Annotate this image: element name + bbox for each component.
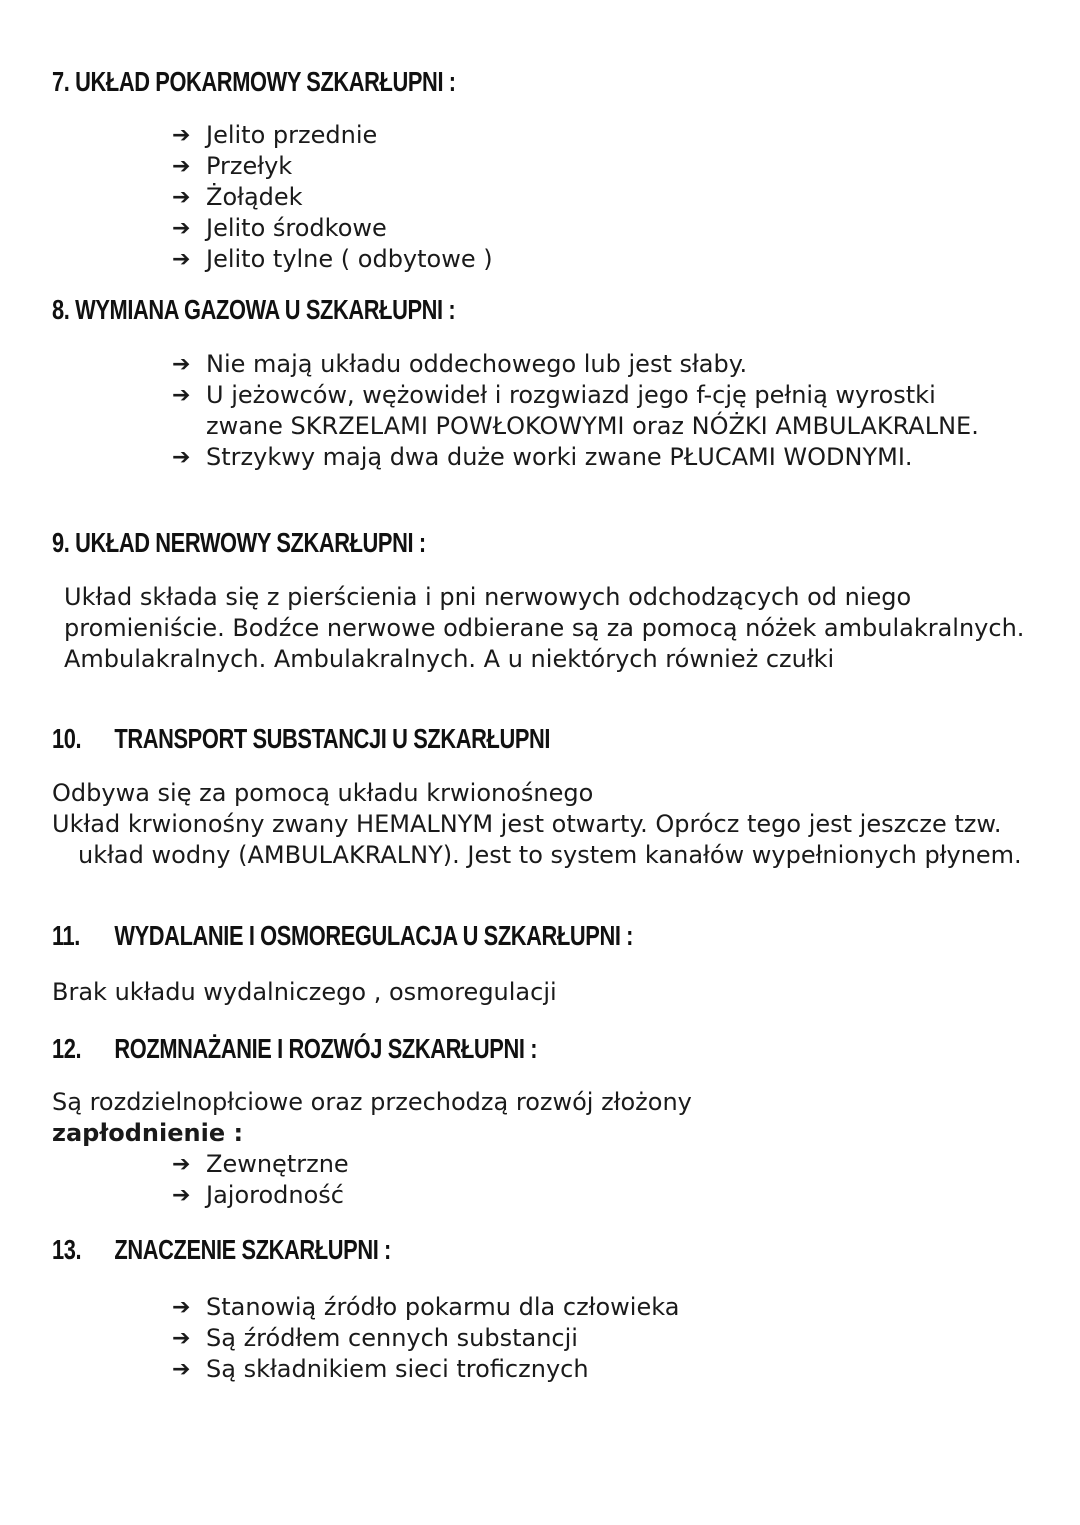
arrow-icon: ➔: [172, 1183, 191, 1208]
section-11-text: Brak układu wydalniczego , osmoregulacji: [52, 978, 557, 1006]
section-9-text: Układ składa się z pierścienia i pni nerwowych odchodzących od niego promieniście. Bodźce nerwowe odbierane są za pomocą nóżek ambulakralnych. Ambulakralnych. Ambulakralnych. A u niektórych również czułki: [64, 583, 1025, 673]
list-item: ➔ Są źródłem cennych substancji: [172, 1324, 578, 1352]
list-item: ➔ Jelito tylne ( odbytowe ): [172, 245, 493, 273]
section-10-text-1: Odbywa się za pomocą układu krwionośnego: [52, 779, 594, 807]
section-12-heading: 12. ROZMNAŻANIE I ROZWÓJ SZKARŁUPNI :: [52, 1033, 538, 1064]
section-12-list: [172, 1149, 349, 1211]
list-item: ➔ Strzykwy mają dwa duże worki zwane PŁUCAMI WODNYMI.: [172, 443, 913, 471]
arrow-icon: ➔: [172, 247, 191, 272]
list-item: ➔ Jelito przednie: [172, 121, 378, 149]
section-7-list: [172, 120, 493, 275]
list-item: ➔ Zewnętrzne: [172, 1150, 349, 1178]
arrow-icon: ➔: [172, 352, 191, 377]
arrow-icon: ➔: [172, 1152, 191, 1177]
section-10-heading: 10. TRANSPORT SUBSTANCJI U SZKARŁUPNI: [52, 723, 551, 754]
section-7-heading: 7. UKŁAD POKARMOWY SZKARŁUPNI :: [52, 66, 456, 97]
list-item: ➔ Jelito środkowe: [172, 214, 387, 242]
list-item: ➔ Żołądek: [172, 183, 303, 211]
list-item: ➔ U jeżowców, wężowideł i rozgwiazd jego f-cję pełnią wyrostki zwane SKRZELAMI POWŁOKOWYMI oraz NÓŻKI AMBULAKRALNE.: [172, 381, 979, 440]
arrow-icon: ➔: [172, 1326, 191, 1351]
list-item: ➔ Nie mają układu oddechowego lub jest słaby.: [172, 350, 748, 378]
section-12-label: zapłodnienie :: [52, 1119, 244, 1147]
section-12-text: Są rozdzielnopłciowe oraz przechodzą rozwój złożony: [52, 1088, 692, 1116]
section-8-list: [172, 349, 1006, 473]
arrow-icon: ➔: [172, 154, 191, 179]
arrow-icon: ➔: [172, 216, 191, 241]
section-11-heading: 11. WYDALANIE I OSMOREGULACJA U SZKARŁUPNI :: [52, 920, 634, 951]
section-13-list: [172, 1292, 679, 1385]
arrow-icon: ➔: [172, 1357, 191, 1382]
list-item: ➔ Są składnikiem sieci troficznych: [172, 1355, 589, 1383]
section-13-heading: 13. ZNACZENIE SZKARŁUPNI :: [52, 1234, 391, 1265]
section-9-heading: 9. UKŁAD NERWOWY SZKARŁUPNI :: [52, 527, 426, 558]
section-8-heading: 8. WYMIANA GAZOWA U SZKARŁUPNI :: [52, 294, 456, 325]
arrow-icon: ➔: [172, 185, 191, 210]
arrow-icon: ➔: [172, 1295, 191, 1320]
list-item: ➔ Przełyk: [172, 152, 293, 180]
list-item: ➔ Jajorodność: [172, 1181, 344, 1209]
arrow-icon: ➔: [172, 383, 191, 408]
arrow-icon: ➔: [172, 445, 191, 470]
list-item: ➔ Stanowią źródło pokarmu dla człowieka: [172, 1293, 680, 1321]
arrow-icon: ➔: [172, 123, 191, 148]
section-10-text-2: Układ krwionośny zwany HEMALNYM jest otwarty. Oprócz tego jest jeszcze tzw. układ wodny (AMBULAKRALNY). Jest to system kanałów wypełnionych płynem.: [52, 810, 1022, 869]
